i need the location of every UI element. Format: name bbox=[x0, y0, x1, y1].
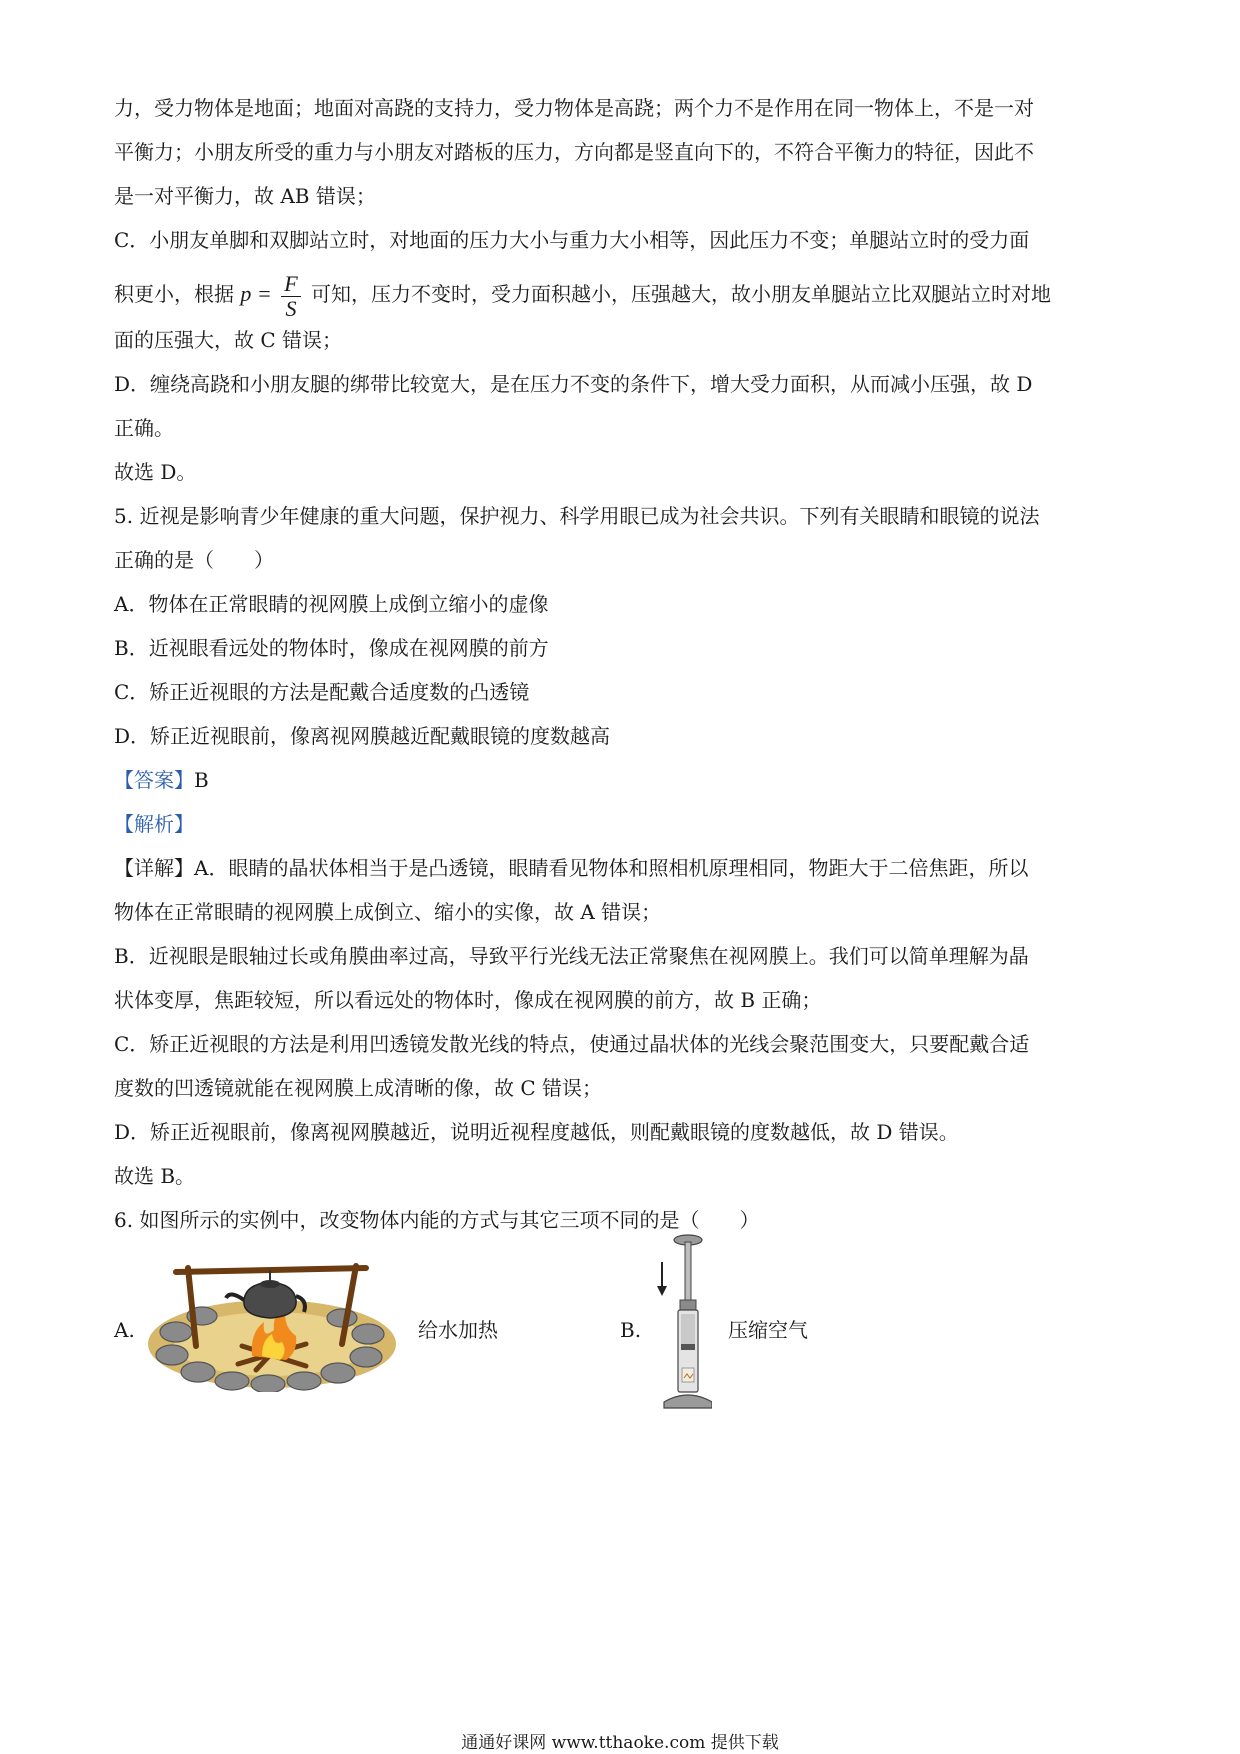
page-footer: 通通好课网 www.tthaoke.com 提供下载 bbox=[461, 1733, 779, 1753]
explanation-line: 物体在正常眼睛的视网膜上成倒立、缩小的实像，故 A 错误； bbox=[114, 900, 662, 924]
text-fragment: 积更小，根据 bbox=[114, 282, 234, 306]
campfire-kettle-illustration bbox=[146, 1260, 398, 1392]
option-b: B．近视眼看远处的物体时，像成在视网膜的前方 bbox=[114, 636, 549, 660]
explanation-line: D．矫正近视眼前，像离视网膜越近，说明近视程度越低，则配戴眼镜的度数越低，故 D 错误。 bbox=[114, 1120, 959, 1144]
explanation-line: 故选 B。 bbox=[114, 1164, 196, 1188]
answer-tag: 【答案】 bbox=[114, 768, 194, 792]
formula-line bbox=[114, 270, 1051, 321]
explanation-line: C．矫正近视眼的方法是利用凹透镜发散光线的特点，使通过晶状体的光线会聚范围变大，只要配戴合适 bbox=[114, 1032, 1030, 1056]
figure-a-caption: 给水加热 bbox=[418, 1318, 498, 1342]
figure-a-label: A. bbox=[114, 1318, 135, 1342]
text-line: 正确。 bbox=[114, 416, 174, 440]
explanation-line: B．近视眼是眼轴过长或角膜曲率过高，导致平行光线无法正常聚焦在视网膜上。我们可以简单理解为晶 bbox=[114, 944, 1029, 968]
explanation-line: 度数的凹透镜就能在视网膜上成清晰的像，故 C 错误； bbox=[114, 1076, 603, 1100]
explanation-line: 【详解】A．眼睛的晶状体相当于是凸透镜，眼睛看见物体和照相机原理相同，物距大于二倍焦距，所以 bbox=[114, 856, 1029, 880]
option-c: C．矫正近视眼的方法是配戴合适度数的凸透镜 bbox=[114, 680, 530, 704]
question-5-stem: 5. 近视是影响青少年健康的重大问题，保护视力、科学用眼已成为社会共识。下列有关眼睛和眼镜的说法 bbox=[114, 504, 1040, 528]
text-line: D．缠绕高跷和小朋友腿的绑带比较宽大，是在压力不变的条件下，增大受力面积，从而减小压强，故 D bbox=[114, 372, 1033, 396]
text-line: C．小朋友单脚和双脚站立时，对地面的压力大小与重力大小相等，因此压力不变；单腿站立时的受力面 bbox=[114, 228, 1030, 252]
formula-lhs: p = bbox=[240, 281, 272, 307]
question-6-stem: 6. 如图所示的实例中，改变物体内能的方式与其它三项不同的是（ ） bbox=[114, 1208, 760, 1232]
fraction bbox=[281, 272, 300, 321]
explanation-line: 状体变厚，焦距较短，所以看远处的物体时，像成在视网膜的前方，故 B 正确； bbox=[114, 988, 822, 1012]
option-a: A．物体在正常眼睛的视网膜上成倒立缩小的虚像 bbox=[114, 592, 549, 616]
question-5-stem: 正确的是（ ） bbox=[114, 548, 274, 572]
answer-line bbox=[114, 766, 209, 794]
fraction-denominator: S bbox=[285, 295, 297, 321]
text-fragment: 可知，压力不变时，受力面积越小，压强越大，故小朋友单腿站立比双腿站立时对地 bbox=[311, 282, 1052, 306]
fraction-numerator: F bbox=[281, 272, 300, 297]
answer-value: B bbox=[194, 768, 209, 792]
text-line: 力，受力物体是地面；地面对高跷的支持力，受力物体是高跷；两个力不是作用在同一物体上，不是一对 bbox=[114, 96, 1034, 120]
option-d: D．矫正近视眼前，像离视网膜越近配戴眼镜的度数越高 bbox=[114, 724, 611, 748]
figure-b-label: B. bbox=[620, 1318, 642, 1342]
figure-b-caption: 压缩空气 bbox=[728, 1318, 808, 1342]
text-line: 平衡力；小朋友所受的重力与小朋友对踏板的压力，方向都是竖直向下的，不符合平衡力的特征，因此不 bbox=[114, 140, 1034, 164]
air-compression-pump-illustration bbox=[650, 1232, 712, 1410]
down-arrow-head-icon bbox=[657, 1286, 667, 1296]
text-line: 面的压强大，故 C 错误； bbox=[114, 328, 343, 352]
text-line: 是一对平衡力，故 AB 错误； bbox=[114, 184, 376, 208]
text-line: 故选 D。 bbox=[114, 460, 197, 484]
analysis-tag: 【解析】 bbox=[114, 812, 194, 836]
pressure-formula bbox=[240, 270, 304, 320]
